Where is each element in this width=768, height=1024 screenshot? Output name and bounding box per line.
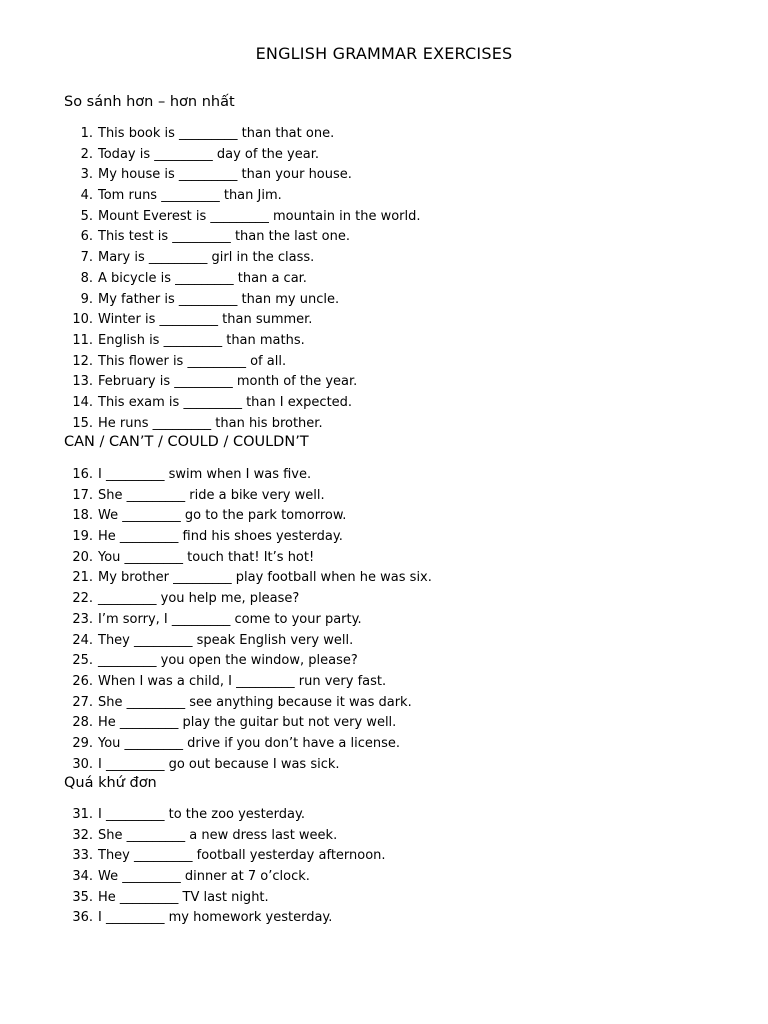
list-item (0, 165, 421, 186)
list-item (0, 248, 421, 269)
item-number: 35. (72, 889, 93, 905)
section-heading-past-simple: Quá khứ đơn (64, 775, 157, 791)
list-item (0, 631, 432, 652)
list-item (0, 124, 421, 145)
list-item (0, 227, 421, 248)
item-number: 8. (80, 270, 93, 286)
list-item (0, 290, 421, 311)
exercise-list-past-simple (0, 805, 386, 929)
list-item (0, 568, 432, 589)
item-number: 22. (72, 591, 93, 607)
item-number: 30. (72, 756, 93, 772)
item-text: He _________ play the guitar but not very well. (98, 715, 397, 731)
list-item (0, 672, 432, 693)
item-text: He _________ find his shoes yesterday. (98, 529, 343, 545)
item-text: I _________ my homework yesterday. (98, 910, 333, 926)
list-item (0, 548, 432, 569)
item-text: She _________ see anything because it was dark. (98, 694, 412, 710)
item-text: They _________ speak English very well. (98, 632, 354, 648)
item-number: 18. (72, 508, 93, 524)
item-number: 21. (72, 570, 93, 586)
item-number: 19. (72, 529, 93, 545)
item-number: 34. (72, 869, 93, 885)
item-number: 27. (72, 694, 93, 710)
item-number: 11. (72, 332, 93, 348)
item-number: 24. (72, 632, 93, 648)
section-heading-comparatives: So sánh hơn – hơn nhất (64, 94, 235, 110)
section-heading-can-could: CAN / CAN’T / COULD / COULDN’T (64, 434, 309, 450)
list-item (0, 755, 432, 776)
item-text: You _________ touch that! It’s hot! (98, 549, 315, 565)
item-number: 5. (80, 208, 93, 224)
item-text: Winter is _________ than summer. (98, 312, 313, 328)
list-item (0, 734, 432, 755)
item-number: 20. (72, 549, 93, 565)
list-item (0, 888, 386, 909)
item-number: 12. (72, 353, 93, 369)
item-number: 3. (80, 167, 93, 183)
list-item (0, 145, 421, 166)
item-number: 14. (72, 394, 93, 410)
list-item (0, 826, 386, 847)
list-item (0, 693, 432, 714)
item-text: She _________ a new dress last week. (98, 827, 338, 843)
item-text: We _________ dinner at 7 o’clock. (98, 869, 310, 885)
list-item (0, 186, 421, 207)
item-text: We _________ go to the park tomorrow. (98, 508, 347, 524)
item-number: 32. (72, 827, 93, 843)
list-item (0, 486, 432, 507)
list-item (0, 331, 421, 352)
item-number: 26. (72, 673, 93, 689)
item-text: This test is _________ than the last one. (98, 229, 350, 245)
item-text: I _________ to the zoo yesterday. (98, 807, 305, 822)
item-text: My brother _________ play football when he was six. (98, 570, 432, 586)
list-item (0, 805, 386, 826)
item-text: I _________ go out because I was sick. (98, 756, 340, 772)
item-number: 1. (80, 126, 93, 141)
item-number: 29. (72, 735, 93, 751)
item-number: 31. (72, 807, 93, 822)
list-item (0, 610, 432, 631)
item-number: 28. (72, 715, 93, 731)
item-text: I’m sorry, I _________ come to your party. (98, 611, 362, 627)
item-text: You _________ drive if you don’t have a license. (98, 735, 400, 751)
item-text: A bicycle is _________ than a car. (98, 270, 307, 286)
item-text: I _________ swim when I was five. (98, 467, 312, 482)
list-item (0, 352, 421, 373)
item-text: English is _________ than maths. (98, 332, 305, 348)
list-item (0, 465, 432, 486)
list-item (0, 908, 386, 929)
item-text: Tom runs _________ than Jim. (98, 188, 282, 204)
item-number: 6. (80, 229, 93, 245)
list-item (0, 713, 432, 734)
item-text: When I was a child, I _________ run very fast. (98, 673, 387, 689)
item-text: Today is _________ day of the year. (98, 146, 319, 162)
item-text: She _________ ride a bike very well. (98, 487, 325, 503)
exercise-list-can-could (0, 465, 432, 775)
item-number: 10. (72, 312, 93, 328)
list-item (0, 269, 421, 290)
item-number: 33. (72, 848, 93, 864)
item-text: _________ you help me, please? (98, 591, 300, 607)
list-item (0, 207, 421, 228)
item-text: My house is _________ than your house. (98, 167, 352, 183)
item-number: 7. (80, 250, 93, 266)
item-number: 4. (80, 188, 93, 204)
item-text: They _________ football yesterday afternoon. (98, 848, 386, 864)
item-text: My father is _________ than my uncle. (98, 291, 340, 307)
item-text: February is _________ month of the year. (98, 374, 358, 390)
list-item (0, 506, 432, 527)
item-text: _________ you open the window, please? (98, 653, 358, 669)
item-text: He runs _________ than his brother. (98, 415, 323, 431)
item-text: He _________ TV last night. (98, 889, 269, 905)
item-number: 25. (72, 653, 93, 669)
item-number: 9. (80, 291, 93, 307)
document-title: ENGLISH GRAMMAR EXERCISES (255, 44, 513, 63)
item-number: 13. (72, 374, 93, 390)
list-item (0, 393, 421, 414)
list-item (0, 414, 421, 435)
item-number: 2. (80, 146, 93, 162)
item-text: This flower is _________ of all. (98, 353, 287, 369)
exercise-list-comparatives (0, 124, 421, 434)
list-item (0, 589, 432, 610)
item-text: Mary is _________ girl in the class. (98, 250, 315, 266)
item-number: 17. (72, 487, 93, 503)
item-text: This book is _________ than that one. (98, 126, 335, 141)
list-item (0, 846, 386, 867)
item-text: Mount Everest is _________ mountain in the world. (98, 208, 421, 224)
item-text: This exam is _________ than I expected. (98, 394, 353, 410)
list-item (0, 527, 432, 548)
item-number: 16. (72, 467, 93, 482)
item-number: 23. (72, 611, 93, 627)
item-number: 36. (72, 910, 93, 926)
list-item (0, 867, 386, 888)
item-number: 15. (72, 415, 93, 431)
list-item (0, 651, 432, 672)
list-item (0, 310, 421, 331)
list-item (0, 372, 421, 393)
